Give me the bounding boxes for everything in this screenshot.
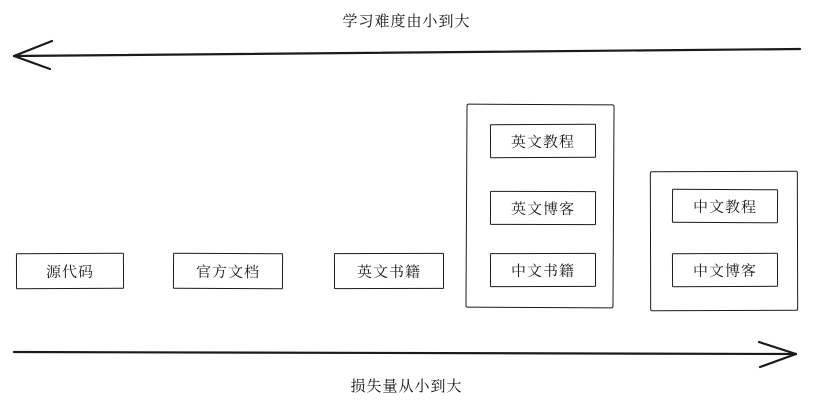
node-official-docs[interactable] [173, 253, 283, 290]
node-label: 官方文档 [195, 263, 261, 281]
node-english-blog[interactable] [490, 191, 596, 225]
node-source-code[interactable] [16, 253, 124, 289]
bottom-axis-caption: 损失量从小到大 [350, 378, 463, 395]
node-chinese-tutorial[interactable] [672, 189, 778, 224]
node-label: 英文教程 [510, 133, 576, 151]
node-chinese-blog[interactable] [672, 253, 778, 287]
node-english-tutorial[interactable] [490, 124, 596, 158]
node-label: 中文书籍 [510, 262, 576, 280]
node-english-books[interactable] [334, 253, 444, 289]
node-chinese-books[interactable] [490, 253, 596, 287]
node-label: 英文书籍 [356, 263, 422, 281]
node-label: 中文博客 [692, 262, 758, 280]
top-axis-caption: 学习难度由小到大 [342, 13, 471, 30]
node-label: 中文教程 [692, 198, 758, 216]
node-label: 英文博客 [510, 200, 576, 218]
node-label: 源代码 [45, 263, 95, 281]
